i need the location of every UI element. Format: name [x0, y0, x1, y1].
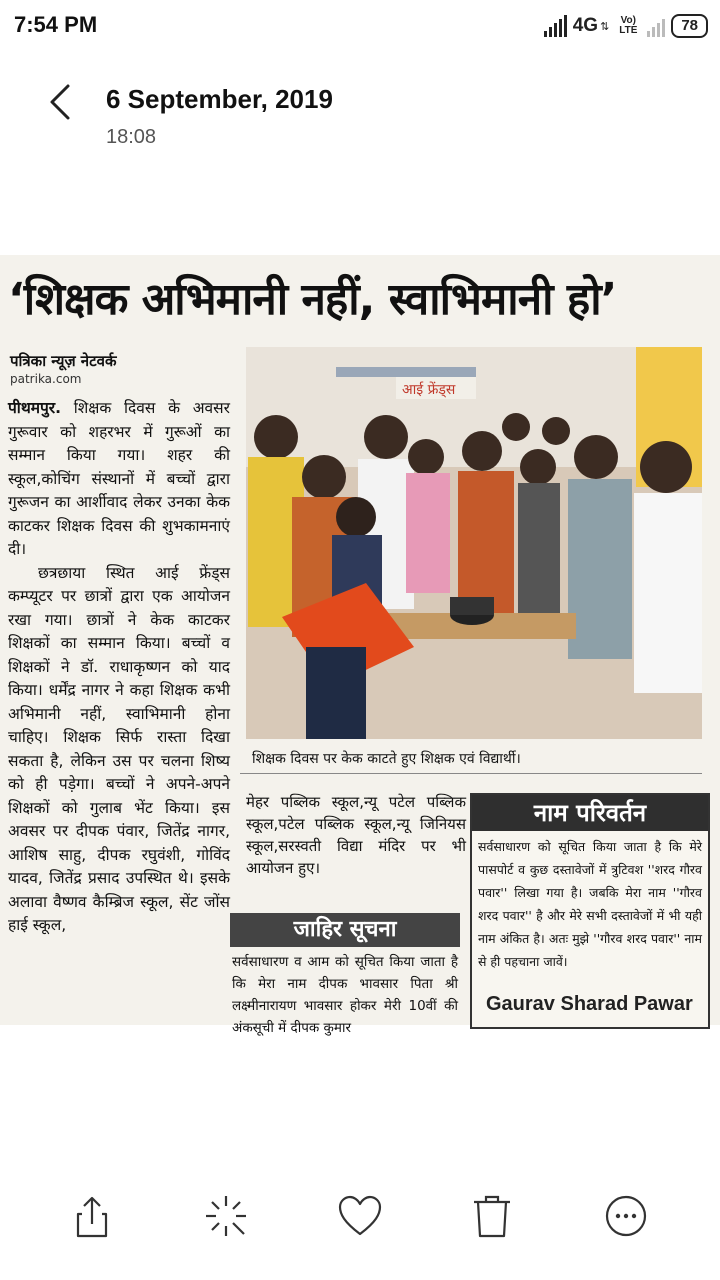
public-notice-title: जाहिर सूचना: [230, 913, 460, 947]
name-change-text: सर्वसाधारण को सूचित किया जाता है कि मेरे पासपोर्ट व कुछ दस्तावेजों में त्रुटिवश ''शरद गौरव पवार'' लिखा गया है। जबकि मेरा नाम ''गौरव शरद पवार'' है और मेरे सभी दस्तावेजों में भी यही नाम अंकित है। अतः मुझे ''गौरव शरद पवार'' नाम से ही पहचाना जावें।: [478, 839, 702, 969]
back-button[interactable]: [40, 80, 84, 124]
battery-icon: 78: [671, 14, 708, 38]
article-byline: पत्रिका न्यूज़ नेटवर्क: [10, 352, 117, 370]
share-button[interactable]: [66, 1190, 118, 1242]
volte-indicator: Vo) LTE: [619, 15, 638, 36]
status-time: 7:54 PM: [14, 12, 98, 37]
photo-caption: शिक्षक दिवस पर केक काटते हुए शिक्षक एवं विद्यार्थी।: [252, 751, 521, 767]
data-arrows-icon: ⇅: [600, 19, 610, 33]
article-dateline: पीथमपुर.: [8, 399, 62, 417]
article-column-1: [8, 397, 230, 938]
article-headline: ‘शिक्षक अभिमानी नहीं, स्वाभिमानी हो’: [8, 274, 617, 325]
gallery-header: [0, 60, 720, 160]
name-change-title: नाम परिवर्तन: [472, 795, 708, 831]
back-arrow-icon: [40, 80, 84, 124]
name-change-box: [470, 793, 710, 1029]
bottom-toolbar: [0, 1172, 720, 1262]
status-icons: [544, 12, 708, 40]
signal-icon: [544, 15, 567, 37]
share-icon: [66, 1190, 118, 1242]
edit-button[interactable]: [200, 1190, 252, 1242]
trash-icon: [466, 1190, 518, 1242]
article-body-1: शिक्षक दिवस के अवसर गुरूवार को शहरभर में गुरूओं का सम्मान किया गया। शहर की स्कूल,कोचिंग संस्थानों में बच्चों द्वारा गुरूजन का आर्शीवाद लेकर उनका केक काटकर शिक्षक दिवस की शुभकामनाएं दी।: [8, 399, 230, 558]
photo-date-title: 6 September, 2019: [106, 84, 333, 114]
network-type: 4G: [572, 15, 599, 36]
heart-icon: [334, 1190, 386, 1242]
magic-edit-icon: [200, 1190, 252, 1242]
article-body-3: मेहर पब्लिक स्कूल,न्यू पटेल पब्लिक स्कूल,पटेल पब्लिक स्कूल,न्यू जिनियस स्कूल,सरस्वती विद्या मंदिर पर भी आयोजन हुए।: [246, 793, 466, 877]
banner-text: आई फ्रेंड्स: [402, 382, 456, 398]
public-notice-text: सर्वसाधारण व आम को सूचित किया जाता है कि मेरा नाम दीपक भावसार पिता श्री लक्ष्मीनारायण भावसार होकर मेरी 10वीं की अंकसूची में दीपक कुमार: [232, 954, 458, 1036]
article-body-2: छत्रछाया स्थित आई फ्रेंड्स कम्प्यूटर पर छात्रों द्वारा एक आयोजन रखा गया। छात्रों ने केक काटकर शिक्षकों का सम्मान किया। बच्चों व शिक्षकों ने डॉ. राधाकृष्णन को याद किया। धर्मेंद्र नागर ने कहा शिक्षक कभी अभिमानी नहीं, स्वाभिमानी होना चाहिए। शिक्षक सिर्फ रास्ता दिखा सकता है, लेकिन उस पर चलना शिष्य को ही पड़ेगा। बच्चों ने अपने-अपने शिक्षकों को गुलाब भेंट किया। इस अवसर पर दीपक पंवार, जितेंद्र नागर, आशिष साहु, दीपक रघुवंशी, गोविंद यादव, जितेंद्र प्रसाद उपस्थित थे। इसके अलावा वैष्णव कैम्ब्रिज स्कूल, सेंट जोंस हाई स्कूल,: [8, 563, 230, 934]
status-bar: [0, 0, 720, 52]
more-button[interactable]: [600, 1190, 652, 1242]
newspaper-photo[interactable]: [0, 255, 720, 1036]
favorite-button[interactable]: [334, 1190, 386, 1242]
article-site: patrika.com: [10, 372, 82, 386]
name-change-signature: Gaurav Sharad Pawar: [486, 993, 693, 1015]
divider: [240, 773, 702, 774]
signal-icon-secondary: [647, 15, 665, 37]
delete-button[interactable]: [466, 1190, 518, 1242]
more-icon: [600, 1190, 652, 1242]
photo-time: 18:08: [106, 126, 157, 148]
news-photo-image: [246, 347, 702, 739]
